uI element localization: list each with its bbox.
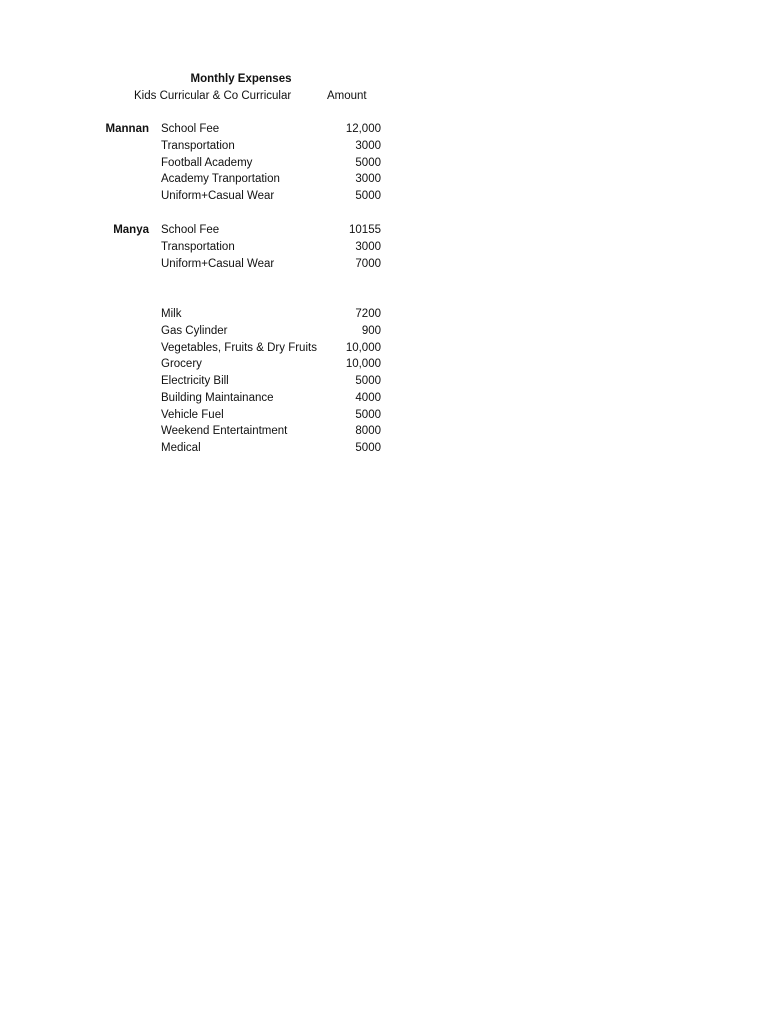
expense-row — [0, 138, 400, 155]
expense-label: Building Maintainance — [161, 391, 274, 404]
expense-row — [0, 373, 400, 390]
expense-group-manya — [0, 222, 400, 272]
expense-label: Electricity Bill — [161, 375, 229, 387]
expense-label: Milk — [161, 308, 182, 320]
expense-row — [0, 188, 400, 205]
expense-row — [0, 222, 400, 239]
person-label: Manya — [113, 224, 149, 236]
expense-amount: 12,000 — [345, 123, 381, 135]
expense-label: School Fee — [161, 224, 220, 236]
expense-amount: 7200 — [355, 308, 381, 320]
category-header: Kids Curricular & Co Curricular — [134, 90, 292, 102]
expense-row — [0, 356, 400, 373]
expense-label: Uniform+Casual Wear — [161, 257, 275, 270]
expense-label: Gas Cylinder — [161, 324, 228, 337]
expense-label: Vehicle Fuel — [161, 408, 224, 421]
expense-label: Football Academy — [161, 156, 253, 169]
expense-row — [0, 407, 400, 424]
expense-label: School Fee — [161, 123, 220, 135]
expense-row — [0, 340, 400, 357]
expense-amount: 8000 — [355, 425, 381, 438]
expense-amount: 3000 — [355, 139, 381, 152]
person-label: Mannan — [105, 123, 149, 135]
expense-label: Weekend Entertaintment — [161, 425, 288, 438]
expense-row — [0, 171, 400, 188]
expense-amount: 7000 — [355, 257, 381, 270]
expense-row — [0, 306, 400, 323]
expense-label: Transportation — [161, 240, 235, 253]
expense-row — [0, 121, 400, 138]
expense-amount: 5000 — [355, 375, 381, 387]
expense-label: Grocery — [161, 358, 202, 371]
expense-label: Medical — [161, 442, 201, 454]
expense-amount: 10155 — [349, 224, 381, 236]
expense-row — [0, 390, 400, 407]
expense-label: Academy Tranportation — [161, 173, 280, 186]
expense-row — [0, 440, 400, 457]
expense-label: Vegetables, Fruits & Dry Fruits — [161, 341, 317, 354]
expense-amount: 5000 — [355, 156, 381, 169]
expense-row — [0, 256, 400, 273]
expense-amount: 10,000 — [345, 341, 381, 354]
expense-amount: 10,000 — [345, 358, 381, 371]
expense-row — [0, 323, 400, 340]
expense-group-household — [0, 306, 400, 457]
expense-amount: 3000 — [355, 240, 381, 253]
expense-row — [0, 239, 400, 256]
expense-amount: 900 — [361, 324, 381, 337]
expense-amount: 4000 — [355, 391, 381, 404]
expense-amount: 5000 — [355, 190, 381, 202]
expense-row — [0, 155, 400, 172]
expense-amount: 5000 — [355, 442, 381, 454]
page-title: Monthly Expenses — [190, 73, 292, 85]
expense-group-mannan — [0, 121, 400, 205]
expense-label: Transportation — [161, 139, 235, 152]
expense-row — [0, 423, 400, 440]
expense-label: Uniform+Casual Wear — [161, 190, 275, 202]
expense-amount: 5000 — [355, 408, 381, 421]
expense-amount: 3000 — [355, 173, 381, 186]
amount-column-header: Amount — [327, 90, 367, 102]
